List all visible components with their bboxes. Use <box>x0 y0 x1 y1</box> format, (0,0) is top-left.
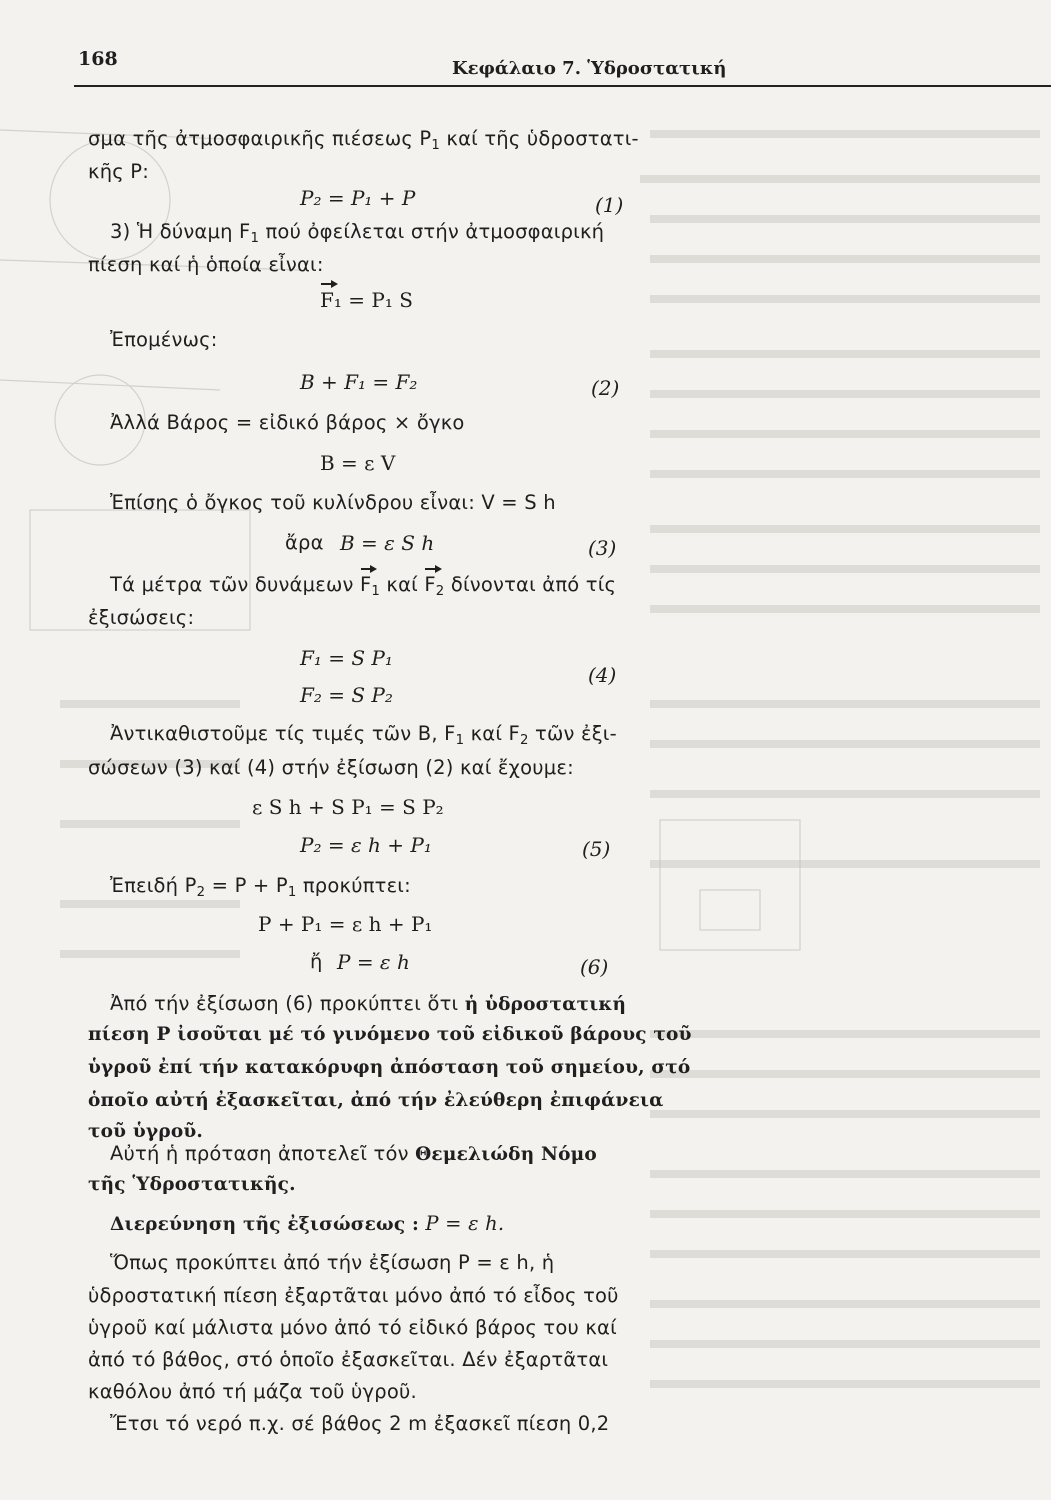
text-line: κῆς P: <box>88 160 150 183</box>
equation-number: (1) <box>595 193 624 217</box>
text-line: σμα τῆς ἀτμοσφαιρικῆς πιέσεως $P_1$ καί τῆς ὑδροστατι- <box>88 127 639 153</box>
equation-1: P₂ = P₁ + P <box>300 186 416 210</box>
text-line: πίεση καί ἡ ὁποία εἶναι: <box>88 253 324 276</box>
equation-substituted: ε S h + S P₁ = S P₂ <box>252 795 444 819</box>
equation-b: B = ε V <box>320 451 396 475</box>
text-line: Ὅπως προκύπτει ἀπό τήν ἐξίσωση P = ε h, ἡ <box>110 1251 555 1274</box>
text-line: Ἐπίσης ὁ ὄγκος τοῦ κυλίνδρου εἶναι: V = S h <box>110 491 556 514</box>
text-line: ἤ <box>310 950 323 973</box>
text-line: Ἐπομένως: <box>110 328 218 351</box>
equation-number: (3) <box>588 536 617 560</box>
equation-5: P₂ = ε h + P₁ <box>300 833 432 857</box>
text-line: Ἀλλά Βάρος = εἰδικό βάρος × ὄγκο <box>110 411 465 434</box>
text-line: Τά μέτρα τῶν δυνάμεων $F_1$ καί $F_2$ δίνονται ἀπό τίς <box>110 573 617 599</box>
text-line: καθόλου ἀπό τή μάζα τοῦ ὑγροῦ. <box>88 1380 417 1403</box>
chapter-title: Κεφάλαιο 7. Ὑδροστατική <box>452 58 727 79</box>
law-statement: πίεση P ἰσοῦται μέ τό γινόμενο τοῦ εἰδικοῦ βάρους τοῦ <box>88 1024 692 1045</box>
equation-p-sum: P + P₁ = ε h + P₁ <box>258 912 433 936</box>
law-statement: ὑγροῦ ἐπί τήν κατακόρυφη ἀπόσταση τοῦ σημείου, στό <box>88 1057 691 1078</box>
text-line: Ἔτσι τό νερό π.χ. σέ βάθος 2 m ἐξασκεῖ πίεση 0,2 <box>110 1412 610 1435</box>
text-line: ὑγροῦ καί μάλιστα μόνο ἀπό τό εἰδικό βάρος του καί <box>88 1316 617 1339</box>
text-line: Ἀπό τήν ἐξίσωση (6) προκύπτει ὅτι ἡ ὑδροστατική <box>110 992 627 1015</box>
text-line: σώσεων (3) καί (4) στήν ἐξίσωση (2) καί ἔχουμε: <box>88 756 574 779</box>
equation-number: (6) <box>580 955 609 979</box>
equation-3: B = ε S h <box>340 531 435 555</box>
law-name: τῆς Ὑδροστατικῆς. <box>88 1174 296 1195</box>
equation-2: B + F₁ = F₂ <box>300 370 418 394</box>
equation-6: P = ε h <box>337 950 410 974</box>
text-line: Ἐπειδή $P_2 = P + P_1$ προκύπτει: <box>110 874 411 900</box>
text-line: ὑδροστατική πίεση ἐξαρτᾶται μόνο ἀπό τό εἶδος τοῦ <box>88 1284 619 1307</box>
text-line: 3) Ἡ δύναμη $F_1$ πού ὀφείλεται στήν ἀτμοσφαιρική <box>110 220 605 246</box>
equation-number: (5) <box>582 837 611 861</box>
text-line: ἐξισώσεις: <box>88 606 195 629</box>
equation-4b: F₂ = S P₂ <box>300 683 393 707</box>
header-rule <box>74 85 1051 87</box>
text-line: Ἀντικαθιστοῦμε τίς τιμές τῶν B, $F_1$ καί $F_2$ τῶν ἐξι- <box>110 722 617 748</box>
text-line: Αὐτή ἡ πρόταση ἀποτελεῖ τόν Θεμελιώδη Νόμο <box>110 1142 597 1165</box>
equation-number: (4) <box>588 663 617 687</box>
law-statement: ὁποῖο αὐτή ἐξασκεῖται, ἀπό τήν ἐλεύθερη ἐπιφάνεια <box>88 1090 664 1111</box>
law-statement: τοῦ ὑγροῦ. <box>88 1121 204 1142</box>
equation-f1: F₁ = P₁ S <box>320 288 413 312</box>
equation-4a: F₁ = S P₁ <box>300 646 393 670</box>
equation-number: (2) <box>591 376 620 400</box>
text-line: ἄρα <box>285 531 324 554</box>
section-heading: Διερεύνηση τῆς ἐξισώσεως : P = ε h. <box>110 1212 505 1235</box>
text-line: ἀπό τό βάθος, στό ὁποῖο ἐξασκεῖται. Δέν ἐξαρτᾶται <box>88 1348 609 1371</box>
page-number: 168 <box>78 48 118 70</box>
